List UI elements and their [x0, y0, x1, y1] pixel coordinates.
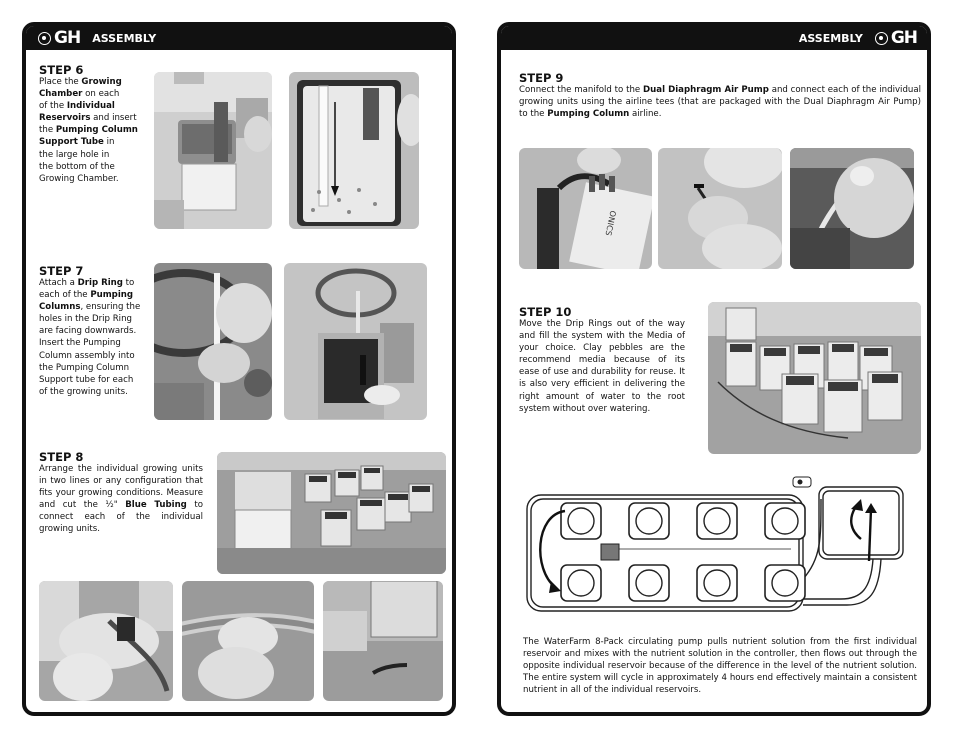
growing-unit [697, 503, 737, 539]
step10-title: STEP 10 [519, 305, 572, 319]
step7-photo-2 [284, 263, 427, 420]
growing-unit [561, 565, 601, 601]
diagram-caption: The WaterFarm 8-Pack circulating pump pulls nutrient solution from the first individual reservoir and mixes with the nutrient solution in the controller, then flows out through the opposite individual reservoir because of the difference in the level of the nutrient solution. The entire system will cycle in approximately 4 hours end effectively maintain a consistent nutrient in all of the individual reservoirs. [523, 637, 917, 695]
gh-logo: GH [875, 28, 917, 48]
step9-photo-3 [790, 148, 914, 269]
step9-title: STEP 9 [519, 71, 564, 85]
right-header-title: ASSEMBLY [798, 31, 863, 45]
step6-photo-1 [154, 72, 272, 229]
left-page [22, 22, 456, 716]
step7-title: STEP 7 [39, 264, 84, 278]
step9-photo-1 [519, 148, 652, 269]
growing-units [561, 503, 805, 601]
step8-title: STEP 8 [39, 450, 84, 464]
step6-title: STEP 6 [39, 63, 84, 77]
left-header-title: ASSEMBLY [92, 31, 157, 45]
pump-label: ONICS [603, 209, 618, 237]
step6-text: Place the Growing Chamber on each of the Individual Reservoirs and insert the Pumping Column Support Tube in the large hole in the bottom of the Growing Chamber. [39, 77, 138, 184]
pump-icon [601, 544, 619, 560]
step9-photo-2 [658, 148, 782, 269]
growing-unit [629, 503, 669, 539]
step10-text: Move the Drip Rings out of the way and fill the system with the Media of your choice. Clay pebbles are the recommend media because of its ease of use and durability for reuse. It is also very efficient in delivering the right amount of water to the root system without over watering. [519, 319, 685, 414]
growing-unit [765, 503, 805, 539]
gh-logo-mark-icon [875, 32, 888, 45]
left-header [26, 26, 452, 50]
growing-unit [629, 565, 669, 601]
step10-photo [708, 302, 921, 454]
waterfarm-diagram [521, 469, 917, 629]
step9-text: Connect the manifold to the Dual Diaphragm Air Pump and connect each of the individual growing units using the airline tees (that are packaged with the Dual Diaphragm Air Pump) to the Pumping Column airline. [519, 85, 921, 120]
step8-photo [217, 452, 446, 574]
gh-logo-mark-icon [38, 32, 51, 45]
step7-photo-1 [154, 263, 272, 420]
step7-text: Attach a Drip Ring to each of the Pumping Columns, ensuring the holes in the Drip Ring are facing downwards. Insert the Pumping Column assembly into the Pumping Column Support tube for each of the growing units. [39, 278, 141, 397]
step8-text: Arrange the individual growing units in two lines or any configuration that fits your growing conditions. Measure and cut the ½" Blue Tubing to connect each of the individual growing units. [39, 464, 203, 535]
step8-photo-cut-3 [323, 581, 443, 701]
right-page [497, 22, 931, 716]
step8-photo-cut-2 [182, 581, 314, 701]
gh-logo: GH [38, 28, 80, 48]
growing-unit [697, 565, 737, 601]
growing-unit [765, 565, 805, 601]
step6-photo-2 [289, 72, 419, 229]
right-header [501, 26, 927, 50]
step8-photo-cut-1 [39, 581, 173, 701]
growing-unit [561, 503, 601, 539]
